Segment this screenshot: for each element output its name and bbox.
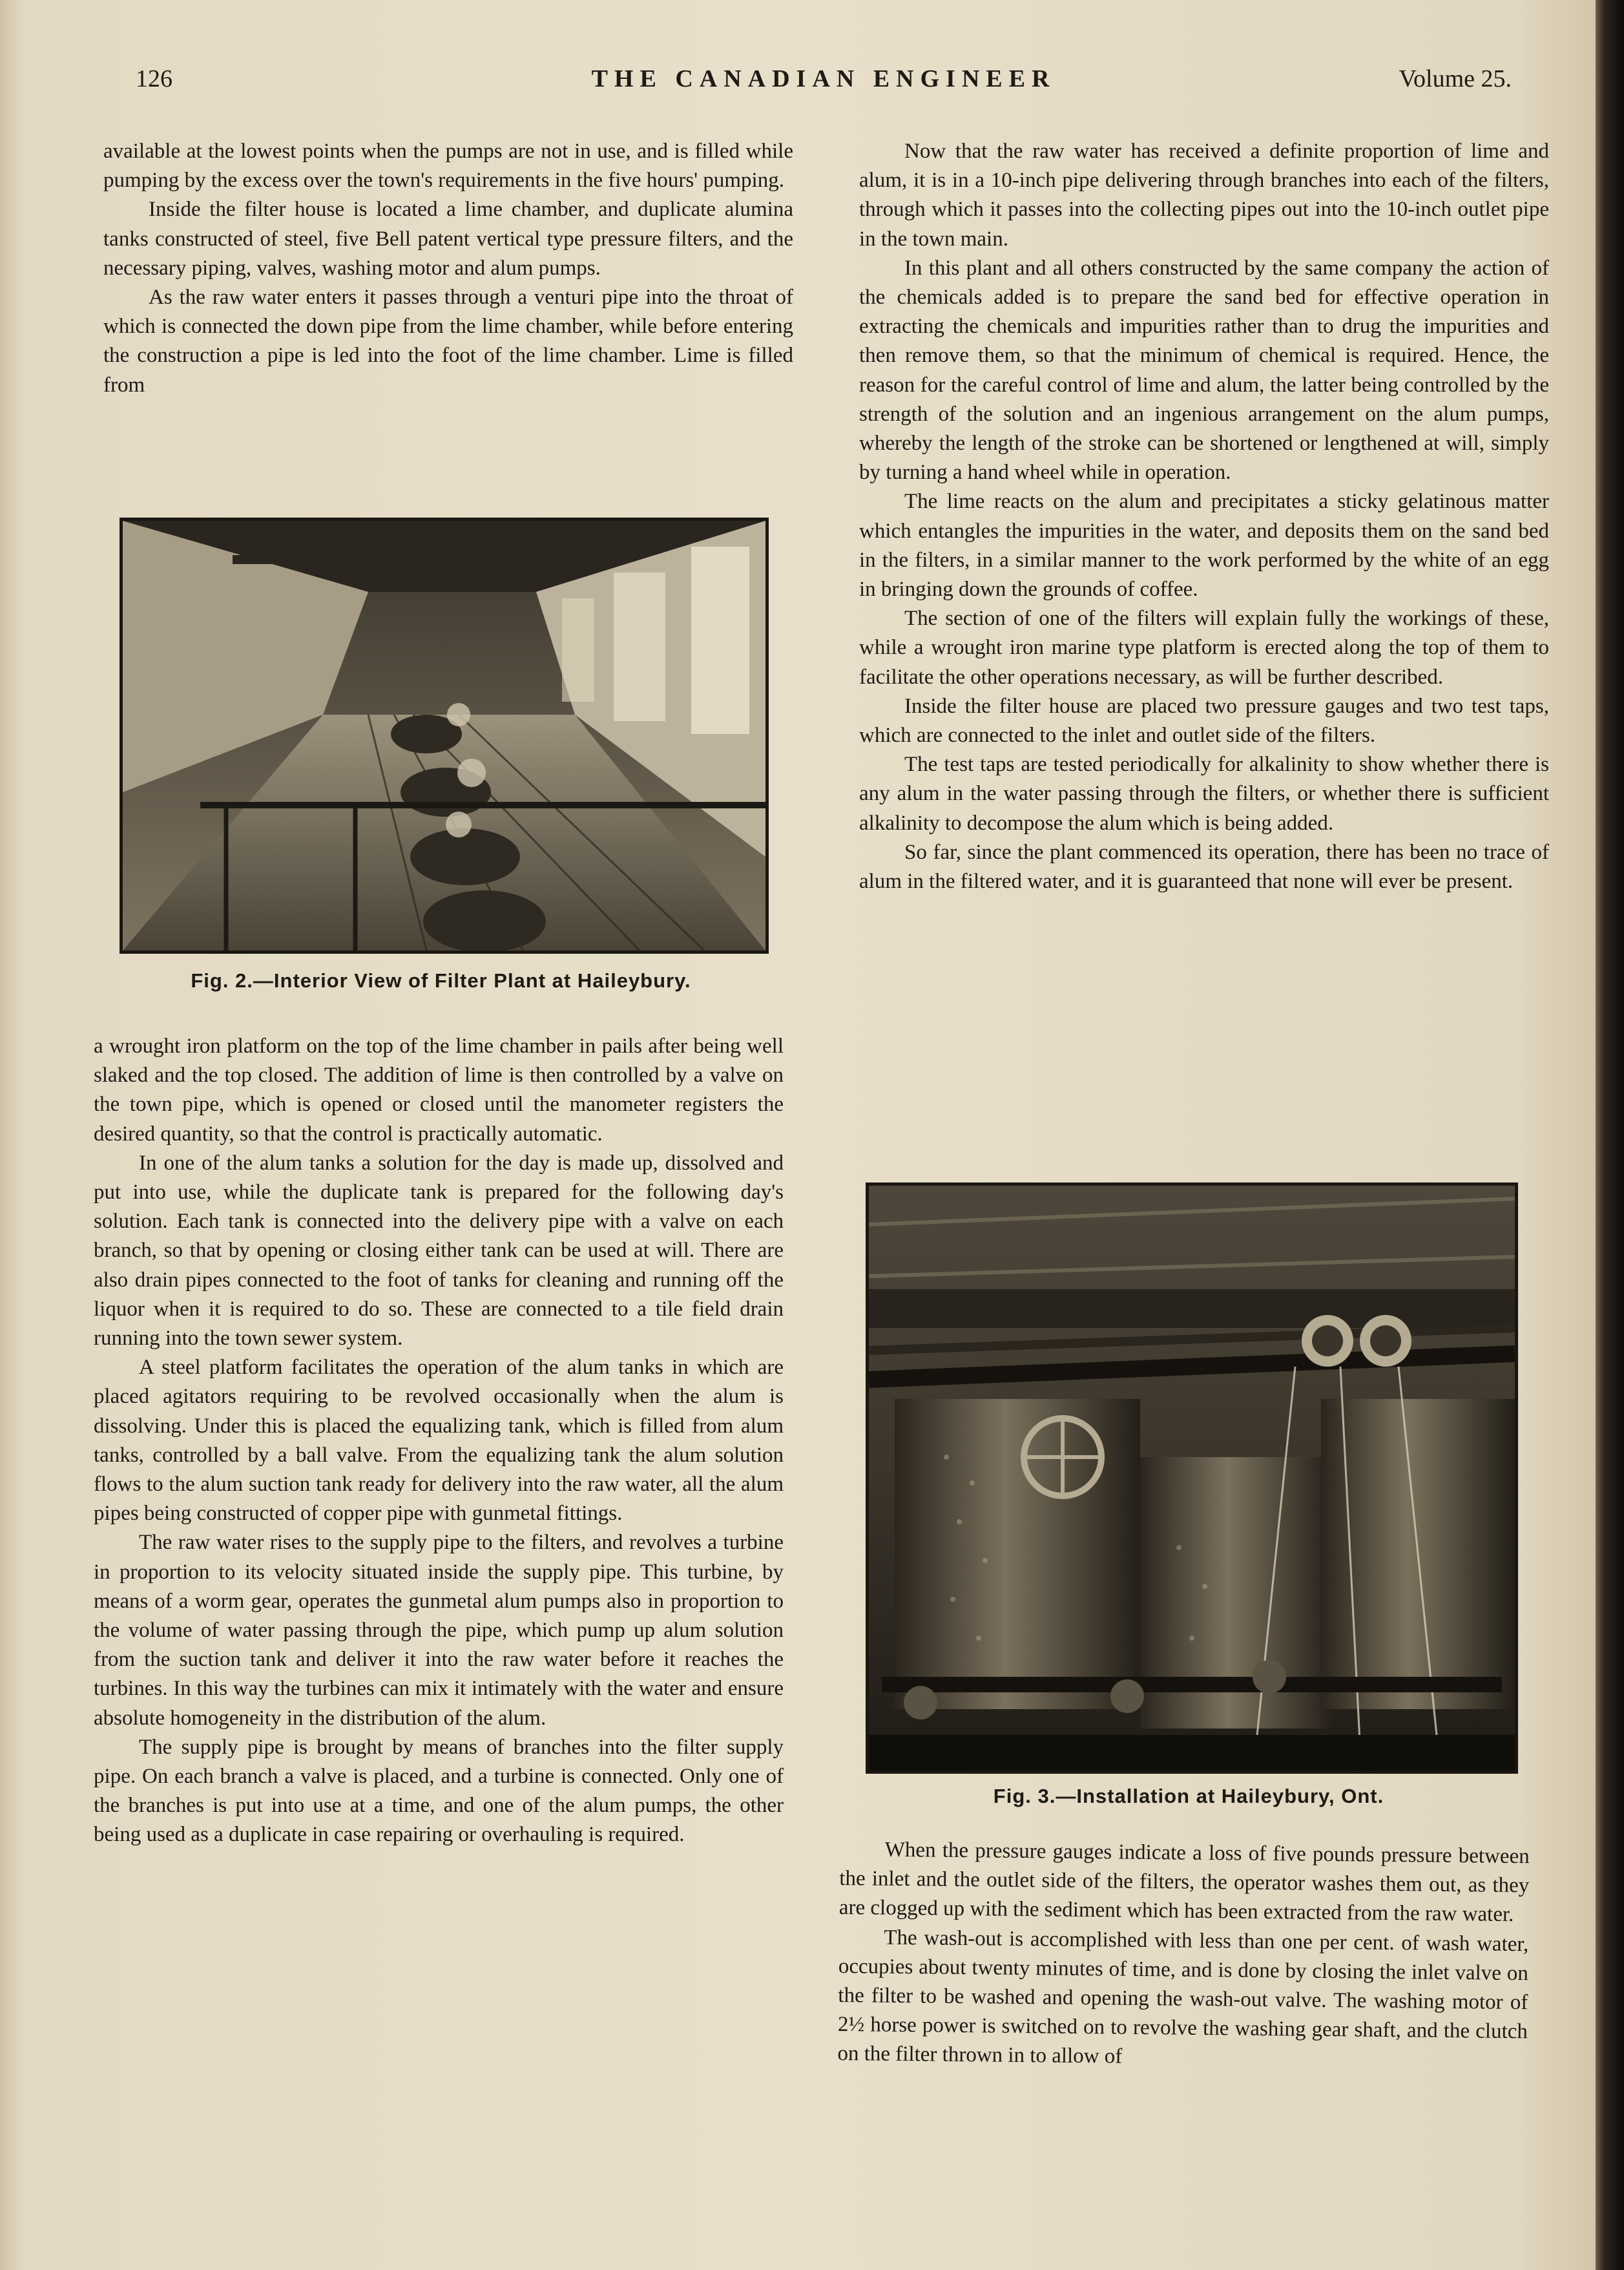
journal-title: THE CANADIAN ENGINEER	[591, 65, 1056, 92]
paragraph: Inside the filter house are placed two pressure gauges and two test taps, which are connected to the inlet and outlet side of the filters.	[859, 694, 1549, 748]
paragraph: The raw water rises to the supply pipe to the filters, and revolves a turbine in proportion to its velocity situated inside the supply pipe. This turbine, by means of a worm gear, operates the gunmetal alum pumps also in proportion to the volume of water passing through the pipe, which pump up alum solution from the suction tank and deliver it into the raw water before it reaches the turbines. In this way the turbines can mix it intimately with the water and ensure absolute homogeneity in the distribution of the alum.	[94, 1531, 784, 1730]
left-column-top	[103, 137, 793, 400]
page-header	[136, 65, 1512, 103]
filter-plant-interior-image	[123, 521, 765, 951]
paragraph: available at the lowest points when the pumps are not in use, and is filled while pumping by the excess over the town's requirements in the five hours' pumping.	[103, 140, 793, 193]
volume-label: Volume 25.	[1399, 65, 1512, 92]
right-column-top	[859, 137, 1549, 896]
fig2-caption: Fig. 2.—Interior View of Filter Plant at Haileybury.	[191, 969, 691, 992]
fig3-photograph	[866, 1182, 1518, 1774]
paragraph: The section of one of the filters will explain fully the workings of these, while a wrought iron marine type platform is erected along the top of them to facilitate the other operations necessary, as will be further described.	[859, 607, 1549, 689]
paragraph: As the raw water enters it passes through a venturi pipe into the throat of which is connected the down pipe from the lime chamber, while before entering the construction a pipe is led into the foot of the lime chamber. Lime is filled from	[103, 286, 793, 397]
paragraph: In this plant and all others constructed by the same company the action of the chemicals added is to prepare the sand bed for effective operation in extracting the chemicals and impurities rather than to drug the impurities and then remove them, so that the minimum of chemical is required. Hence, the reason for the careful control of lime and alum, the latter being controlled by the strength of the solution and an ingenious arrangement on the alum pumps, whereby the length of the stroke can be shortened or lengthened at will, simply by turning a hand wheel while in operation.	[859, 256, 1549, 485]
paragraph: The wash-out is accomplished with less than one per cent. of wash water, occupies about twenty minutes of time, and is done by closing the inlet valve on the filter to be washed and opening the wash-out valve. The washing motor of 2½ horse power is switched on to revolve the washing gear shaft, and the clutch on the filter thrown in to allow of	[837, 1926, 1529, 2069]
filter-installation-image	[869, 1186, 1515, 1771]
paragraph: The supply pipe is brought by means of branches into the filter supply pipe. On each branch a valve is placed, and a turbine is connected. Only one of the branches is put into use at a time, and one of the alum pumps, the other being used as a duplicate in case repairing or overhauling is required.	[94, 1735, 784, 1847]
paragraph: Inside the filter house is located a lime chamber, and duplicate alumina tanks constructed of steel, five Bell patent vertical type pressure filters, and the necessary piping, valves, washing motor and alum pumps.	[103, 198, 793, 280]
book-spine-shadow	[1596, 0, 1624, 2270]
page-number: 126	[136, 65, 172, 92]
paragraph: So far, since the plant commenced its operation, there has been no trace of alum in the filtered water, and it is guaranteed that none will ever be present.	[859, 840, 1549, 894]
right-column-bottom	[837, 1835, 1530, 2076]
left-column-bottom	[94, 1032, 784, 1850]
paragraph: When the pressure gauges indicate a loss of five pounds pressure between the inlet and the outlet side of the filters, the operator washes them out, as they are clogged up with the sediment which has been extracted from the raw water.	[838, 1838, 1530, 1927]
fig2-photograph	[120, 518, 769, 954]
paragraph: The test taps are tested periodically for alkalinity to show whether there is any alum in the water passing through the filters, or whether there is sufficient alkalinity to decompose the alum which is being added.	[859, 753, 1549, 835]
paragraph: a wrought iron platform on the top of the lime chamber in pails after being well slaked and the top closed. The addition of lime is then controlled by a valve on the town pipe, which is opened or closed until the manometer registers the desired quantity, so that the control is practically automatic.	[94, 1035, 784, 1146]
paragraph: In one of the alum tanks a solution for the day is made up, dissolved and put into use, while the duplicate tank is prepared for the following day's solution. Each tank is connected into the delivery pipe with a valve on each branch, so that by opening or closing either tank can be used at will. There are also drain pipes connected to the foot of tanks for cleaning and running off the liquor when it is required to do so. These are connected to a tile field drain running into the town sewer system.	[94, 1151, 784, 1350]
paragraph: The lime reacts on the alum and precipitates a sticky gelatinous matter which entangles the impurities in the water, and deposits them on the sand bed in the filters, in a similar manner to the work performed by the white of an egg in bringing down the grounds of coffee.	[859, 490, 1549, 602]
fig3-caption: Fig. 3.—Installation at Haileybury, Ont.	[993, 1785, 1384, 1807]
paragraph: A steel platform facilitates the operation of the alum tanks in which are placed agitators requiring to be revolved occasionally when the alum is dissolving. Under this is placed the equalizing tank, which is filled from alum tanks, controlled by a ball valve. From the equalizing tank the alum solution flows to the alum suction tank ready for delivery into the raw water, all the alum pipes being constructed of copper pipe with gunmetal fittings.	[94, 1356, 784, 1526]
paragraph: Now that the raw water has received a definite proportion of lime and alum, it is in a 10-inch pipe delivering through branches into each of the filters, through which it passes into the collecting pipes out into the 10-inch outlet pipe in the town main.	[859, 140, 1549, 251]
